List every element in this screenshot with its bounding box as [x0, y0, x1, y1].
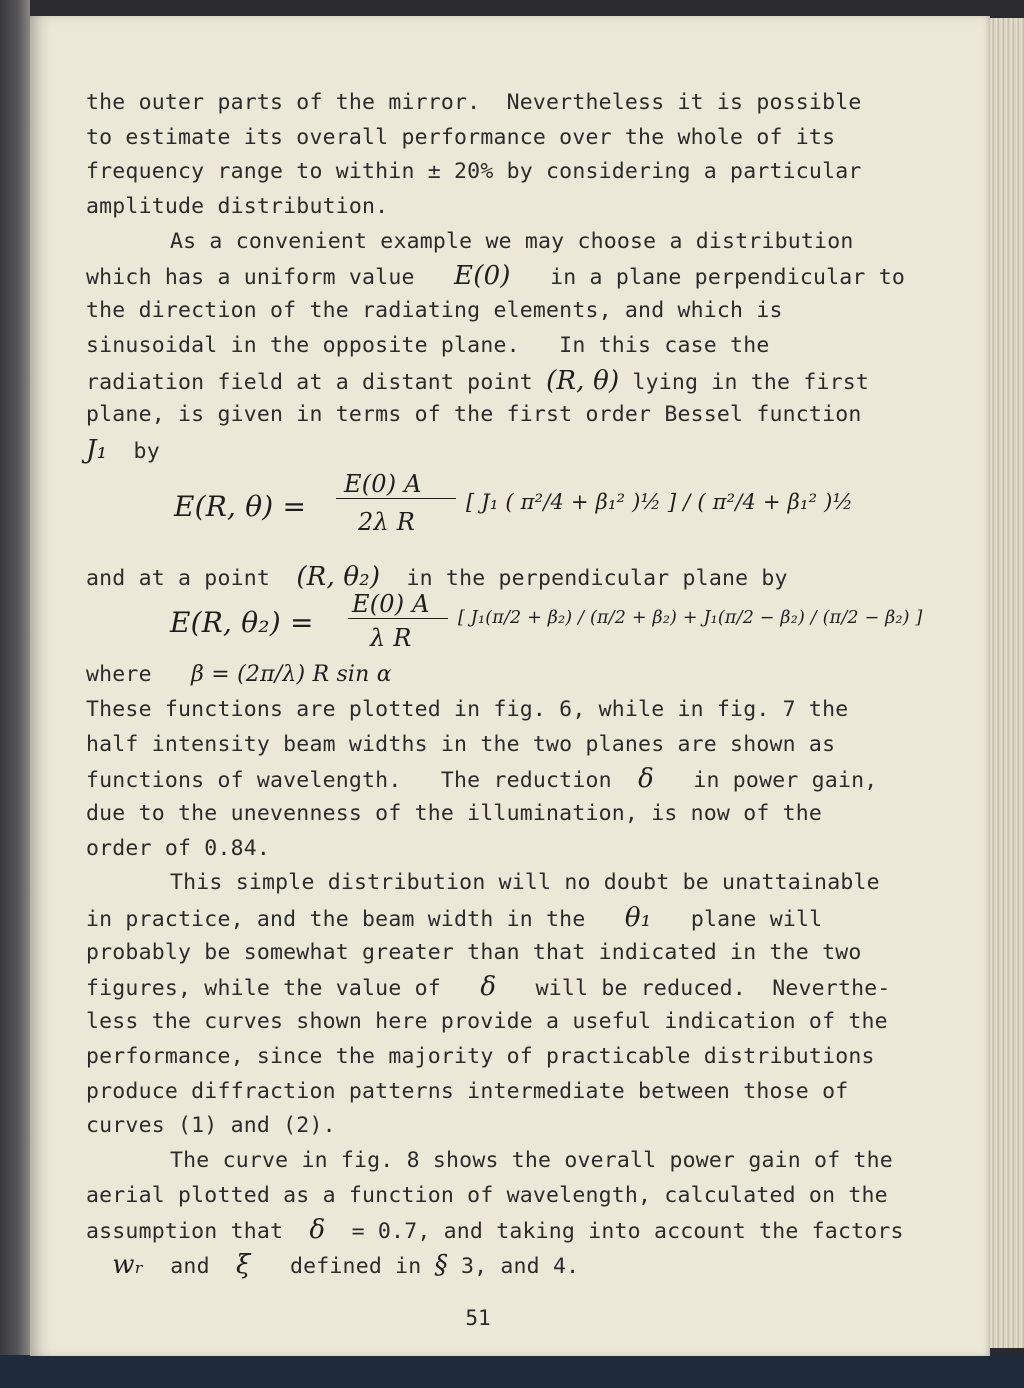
handwritten-delta: δ	[638, 764, 654, 795]
text-line: assumption that δ = 0.7, and taking into account the factors	[86, 1215, 904, 1246]
equation-1	[86, 468, 956, 560]
page-number: 51	[465, 1306, 491, 1330]
body-text	[86, 86, 956, 1283]
text-line: the outer parts of the mirror. Nevertheless it is possible	[86, 90, 862, 115]
handwritten-wr: wᵣ	[112, 1249, 144, 1280]
text-line: due to the unevenness of the illumination, is now of the	[86, 801, 823, 826]
beta-definition: β = (2π/λ) R sin α	[191, 662, 392, 688]
text-line: J₁ by	[86, 434, 160, 465]
handwritten-e0: E(0)	[454, 261, 511, 292]
text-line: figures, while the value of δ will be reduced. Neverthe-	[86, 972, 891, 1003]
text-line: radiation field at a distant point (R, θ) lying in the first	[86, 365, 870, 396]
text-line: performance, since the majority of practicable distributions	[86, 1043, 875, 1069]
eq2-lhs: E(R, θ₂) =	[170, 606, 314, 640]
text-line: functions of wavelength. The reduction δ in power gain,	[86, 764, 878, 795]
text-line: aerial plotted as a function of wavelength, calculated on the	[86, 1182, 888, 1208]
text-line: amplitude distribution.	[86, 194, 389, 220]
eq2-bessel-terms: [ J₁(π/2 + β₂) / (π/2 + β₂) + J₁(π/2 − β₂) / (π/2 − β₂) ]	[458, 608, 923, 629]
text-line: This simple distribution will no doubt be unattainable	[170, 870, 880, 896]
text-line: probably be somewhat greater than that indicated in the two	[86, 939, 862, 965]
text-line: which has a uniform value E(0) in a plane perpendicular to	[86, 261, 905, 292]
eq1-fraction-bar	[336, 498, 456, 499]
text-line: frequency range to within ± 20% by considering a particular	[86, 159, 862, 185]
text-line: produce diffraction patterns intermediate between those of	[86, 1078, 849, 1104]
eq2-fraction-bar	[348, 618, 448, 619]
handwritten-delta: δ	[480, 972, 497, 1003]
text-line: the direction of the radiating elements, and which is	[86, 298, 783, 324]
text-line: As a convenient example we may choose a distribution	[170, 228, 854, 254]
text-line: in practice, and the beam width in the θ₁ plane will	[86, 903, 823, 934]
handwritten-j1: J₁	[86, 434, 108, 465]
handwritten-r-theta: (R, θ)	[546, 365, 620, 396]
text-line: wᵣ and ξ defined in § 3, and 4.	[112, 1249, 580, 1280]
text-line: order of 0.84.	[86, 835, 271, 861]
eq1-denominator: 2λ R	[358, 507, 415, 536]
book-cover-bottom	[0, 1355, 1024, 1388]
book-spine-edge	[0, 0, 30, 1388]
eq2-numerator: E(0) A	[352, 590, 430, 619]
equation-2	[86, 590, 956, 658]
text-line: to estimate its overall performance over the whole of its	[86, 124, 836, 150]
text-line: and at a point (R, θ₂) in the perpendicular plane by	[86, 561, 788, 592]
text-line: sinusoidal in the opposite plane. In this case the	[86, 332, 770, 358]
eq2-denominator: λ R	[370, 624, 412, 653]
text-line: curves (1) and (2).	[86, 1113, 336, 1139]
book-cover-top	[0, 0, 1024, 16]
text-line: The curve in fig. 8 shows the overall power gain of the	[170, 1147, 893, 1173]
eq1-numerator: E(0) A	[344, 469, 422, 498]
eq1-lhs: E(R, θ) =	[174, 489, 307, 523]
text-line: These functions are plotted in fig. 6, while in fig. 7 the	[86, 696, 849, 722]
handwritten-r-theta2: (R, θ₂)	[296, 561, 381, 592]
text-line: less the curves shown here provide a useful indication of the	[86, 1009, 888, 1035]
handwritten-xi: ξ	[236, 1249, 251, 1280]
handwritten-delta: δ	[309, 1215, 326, 1246]
text-line: half intensity beam widths in the two planes are shown as	[86, 731, 836, 757]
handwritten-theta1: θ₁	[624, 903, 652, 934]
text-line: where β = (2π/λ) R sin α	[86, 662, 392, 688]
eq1-bessel-term: [ J₁ ( π²/4 + β₁² )½ ] / ( π²/4 + β₁² )½	[466, 489, 854, 514]
document-page	[30, 16, 990, 1356]
text-line: plane, is given in terms of the first order Bessel function	[86, 402, 862, 428]
handwritten-section: §	[434, 1249, 448, 1280]
page-stack-edges	[985, 18, 1024, 1348]
